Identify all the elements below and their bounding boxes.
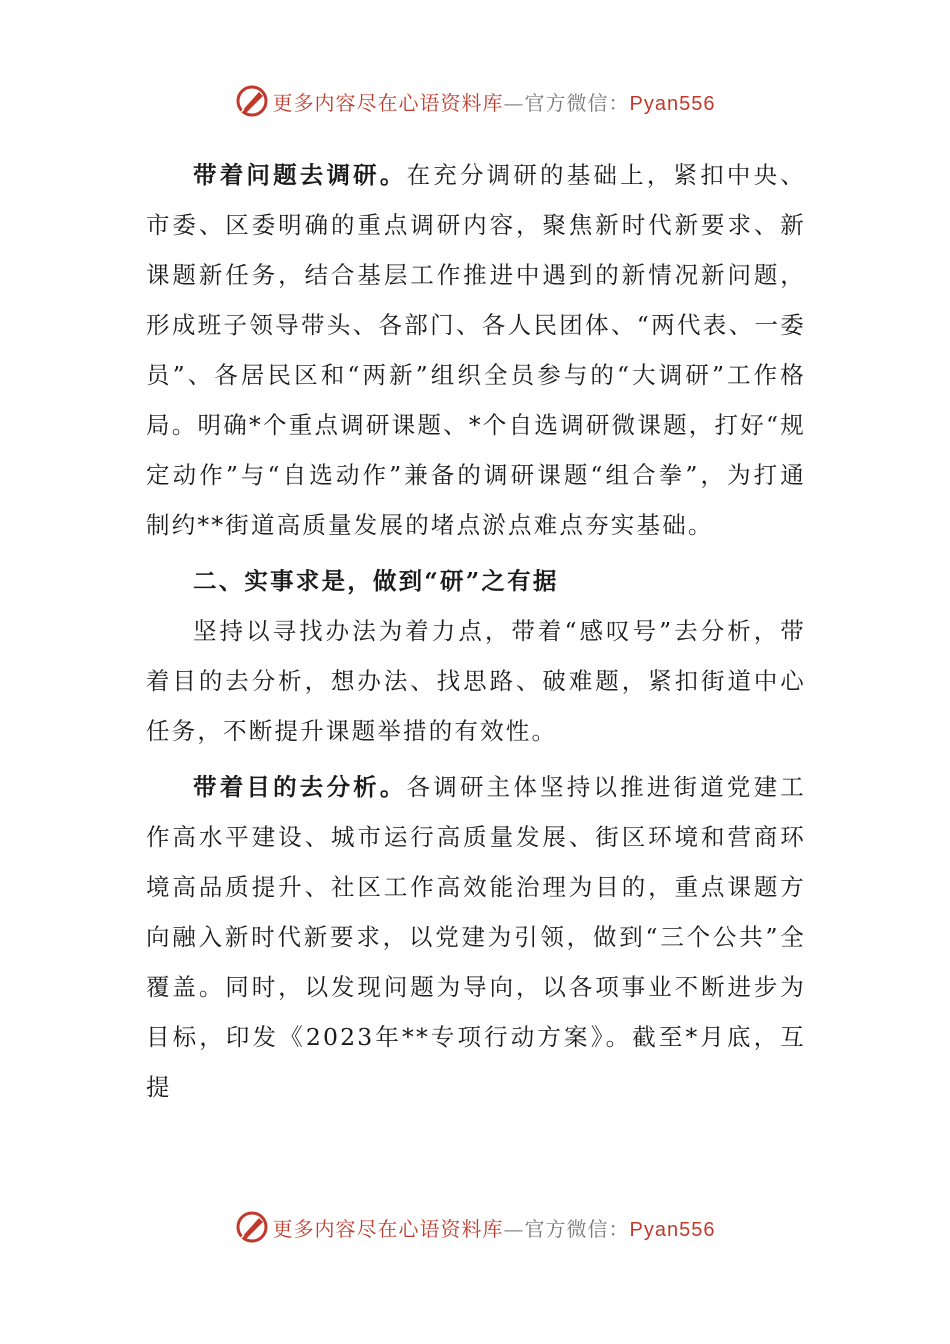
section-heading: 二、实事求是，做到“研”之有据 [193, 567, 559, 595]
paragraph-section-intro [146, 606, 806, 756]
paragraph-body: 坚持以寻找办法为着力点，带着“感叹号”去分析，带着目的去分析，想办法、找思路、破难题，紧扣街道中心任务，不断提升课题举措的有效性。 [146, 617, 806, 745]
paragraph-analyze-with-purpose [146, 762, 806, 1112]
paragraph-body: 在充分调研的基础上，紧扣中央、市委、区委明确的重点调研内容，聚焦新时代新要求、新课题新任务，结合基层工作推进中遇到的新情况新问题，形成班子领导带头、各部门、各人民团体、“两代表、一委员”、各居民区和“两新”组织全员参与的“大调研”工作格局。明确*个重点调研课题、*个自选调研微课题，打好“规定动作”与“自选动作”兼备的调研课题“组合拳”，为打通制约**街道高质量发展的堵点淤点难点夯实基础。 [146, 161, 806, 539]
document-body [146, 150, 806, 1112]
watermark-site-name: 更多内容尽在心语资料库 [272, 90, 504, 115]
watermark-dash: — [503, 90, 525, 115]
watermark-dash: — [503, 1216, 525, 1241]
paragraph-research-with-questions [146, 150, 806, 550]
paragraph-lead: 带着问题去调研。 [193, 161, 407, 189]
watermark-text [273, 1213, 716, 1242]
watermark-wechat-label: 官方微信： [524, 90, 630, 115]
paragraph-body: 各调研主体坚持以推进街道党建工作高水平建设、城市运行高质量发展、街区环境和营商环境高品质提升、社区工作高效能治理为目的，重点课题方向融入新时代新要求，以党建为引领，做到“三个公共”全覆盖。同时，以发现问题为导向，以各项事业不断进步为目标，印发《2023年**专项行动方案》。截至*月底，互提 [146, 773, 806, 1101]
pen-nib-logo-icon [235, 1210, 269, 1244]
watermark-site-name: 更多内容尽在心语资料库 [272, 1216, 504, 1241]
watermark-wechat-id: Pyan556 [629, 1218, 716, 1241]
watermark-wechat-label: 官方微信： [524, 1216, 630, 1241]
watermark-wechat-id: Pyan556 [629, 92, 716, 115]
watermark-text [273, 87, 716, 116]
paragraph-lead: 带着目的去分析。 [193, 773, 407, 801]
pen-nib-logo-icon [235, 84, 269, 118]
watermark-header [0, 84, 950, 118]
watermark-footer [0, 1210, 950, 1244]
